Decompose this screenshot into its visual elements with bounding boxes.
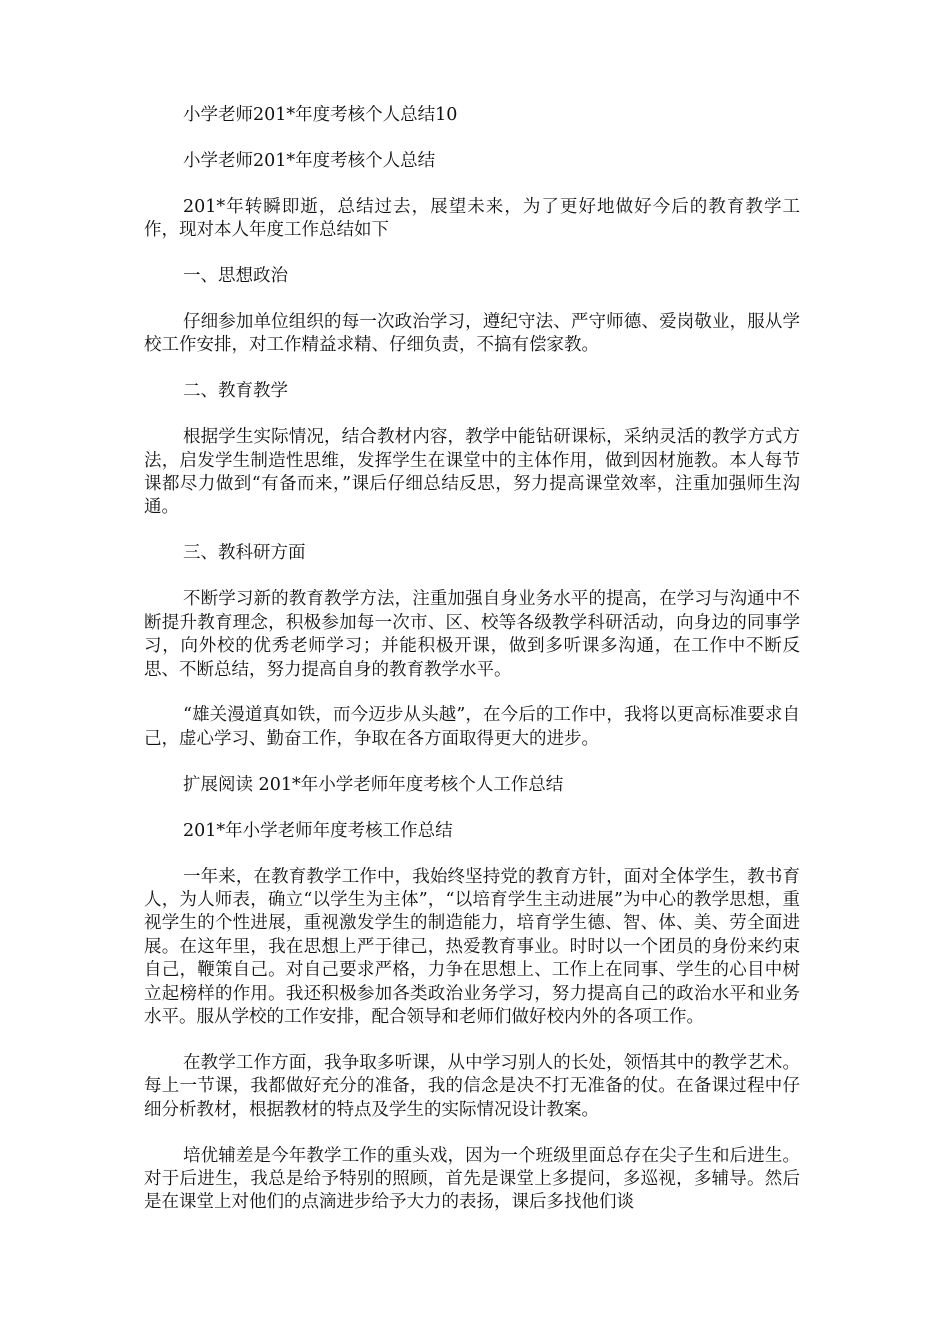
body-paragraph: 仔细参加单位组织的每一次政治学习，遵纪守法、严守师德、爱岗敬业，服从学校工作安排，对工作精益求精、仔细负责，不搞有偿家教。 — [144, 312, 800, 356]
body-paragraph: 根据学生实际情况，结合教材内容，教学中能钻研课标，采纳灵活的教学方式方法，启发学生制造性思维，发挥学生在课堂中的主体作用，做到因材施教。本人每节课都尽力做到“有备而来，”课后仔细总结反思，努力提高课堂效率，注重加强师生沟通。 — [144, 427, 800, 518]
body-paragraph: “雄关漫道真如铁，而今迈步从头越”，在今后的工作中，我将以更高标准要求自己，虚心学习、勤奋工作，争取在各方面取得更大的进步。 — [144, 705, 800, 749]
section-heading: 一、思想政治 — [183, 266, 288, 287]
extended-reading-title: 扩展阅读 201*年小学老师年度考核个人工作总结 — [183, 774, 564, 795]
section-heading: 二、教育教学 — [183, 381, 288, 402]
document-title: 小学老师201*年度考核个人总结10 — [183, 105, 458, 125]
body-paragraph: 一年来，在教育教学工作中，我始终坚持党的教育方针，面对全体学生，教书育人，为人师表，确立“以学生为主体”，“以培育学生主动进展”为中心的教学思想，重视学生的个性进展，重视激发学生的制造能力，培育学生德、智、体、美、劳全面进展。在这年里，我在思想上严于律己，热爱教育事业。时时以一个团员的身份来约束自己，鞭策自己。对自己要求严格，力争在思想上、工作上在同事、学生的心目中树立起榜样的作用。我还积极参加各类政治业务学习，努力提高自己的政治水平和业务水平。服从学校的工作安排，配合领导和老师们做好校内外的各项工作。 — [144, 866, 800, 1027]
body-paragraph: 不断学习新的教育教学方法，注重加强自身业务水平的提高，在学习与沟通中不断提升教育理念，积极参加每一次市、区、校等各级教学科研活动，向身边的同事学习，向外校的优秀老师学习；并能积极开课，做到多听课多沟通，在工作中不断反思、不断总结，努力提高自身的教育教学水平。 — [144, 589, 800, 680]
body-paragraph: 201*年转瞬即逝，总结过去，展望未来，为了更好地做好今后的教育教学工作，现对本人年度工作总结如下 — [144, 196, 800, 241]
section-heading: 三、教科研方面 — [183, 543, 306, 564]
body-paragraph: 培优辅差是今年教学工作的重头戏，因为一个班级里面总存在尖子生和后进生。对于后进生，我总是给予特别的照顾，首先是课堂上多提问，多巡视，多辅导。然后是在课堂上对他们的点滴进步给予大力的表扬，课后多找他们谈 — [144, 1145, 800, 1213]
extended-reading-subtitle: 201*年小学老师年度考核工作总结 — [183, 820, 453, 841]
document-page — [144, 104, 800, 1237]
body-paragraph: 在教学工作方面，我争取多听课，从中学习别人的长处，领悟其中的教学艺术。每上一节课，我都做好充分的准备，我的信念是决不打无准备的仗。在备课过程中仔细分析教材，根据教材的特点及学生的实际情况设计教案。 — [144, 1052, 800, 1120]
document-subtitle: 小学老师201*年度考核个人总结 — [183, 150, 436, 171]
